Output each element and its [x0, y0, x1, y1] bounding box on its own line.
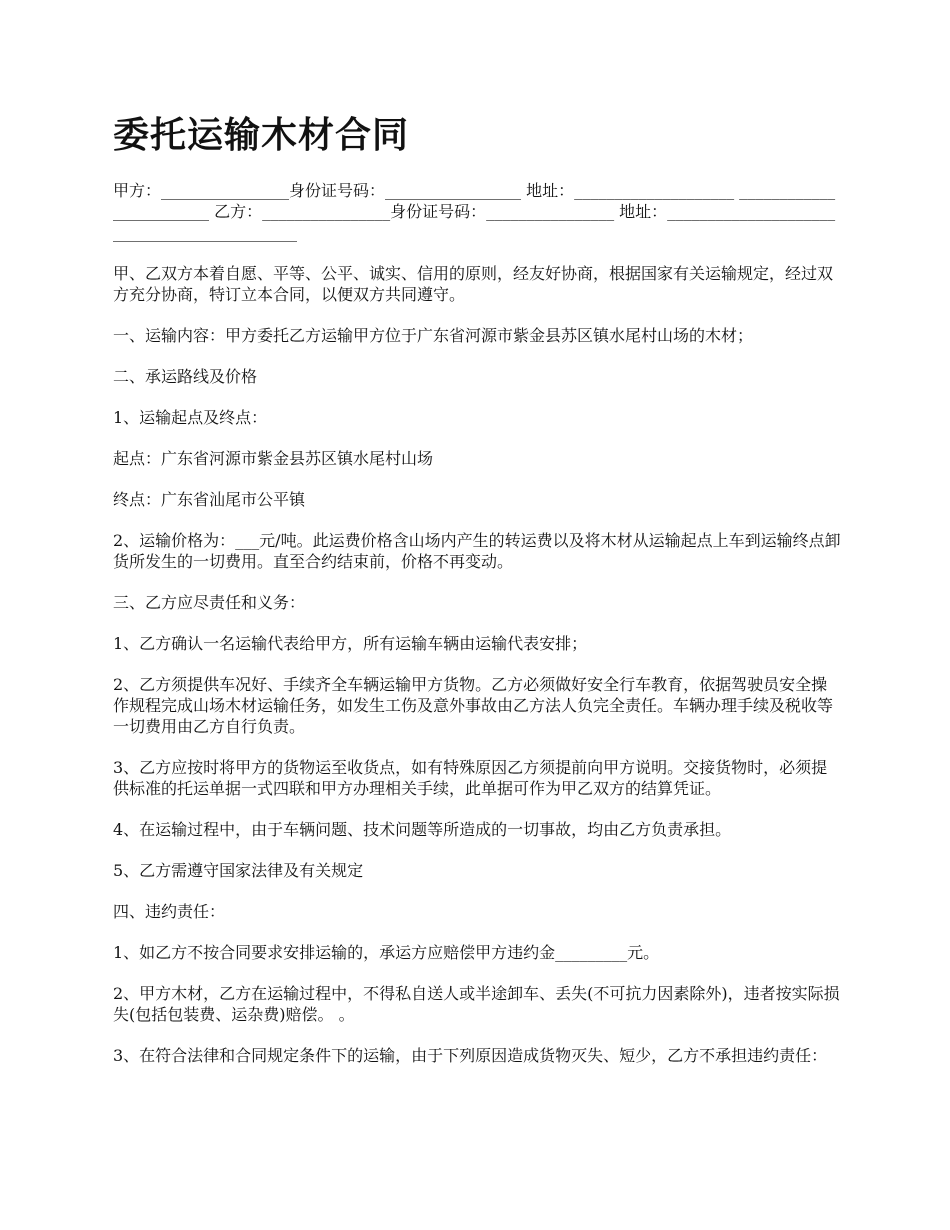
paragraph: 3、在符合法律和合同规定条件下的运输，由于下列原因造成货物灭失、短少，乙方不承担违约责任：	[113, 1046, 828, 1065]
parties-info: 甲方：________________身份证号码：_________________ 地址：____________________ ________________________ 乙方：________________身份证号码：________________ 地址：____________________________________________	[113, 181, 836, 242]
paragraph: 5、乙方需遵守国家法律及有关规定	[113, 861, 364, 880]
paragraph: 2、甲方木材，乙方在运输过程中，不得私自送人或半途卸车、丢失(不可抗力因素除外)，违者按实际损失(包括包装费、运杂费)赔偿。 。	[113, 984, 840, 1024]
paragraph: 1、乙方确认一名运输代表给甲方，所有运输车辆由运输代表安排；	[113, 634, 588, 653]
paragraph: 起点：广东省河源市紫金县苏区镇水尾村山场	[113, 449, 434, 468]
paragraph: 甲、乙双方本着自愿、平等、公平、诚实、信用的原则，经友好协商，根据国家有关运输规定，经过双方充分协商，特订立本合同，以便双方共同遵守。	[113, 264, 834, 304]
paragraph: 终点：广东省汕尾市公平镇	[113, 490, 306, 509]
paragraph: 一、运输内容：甲方委托乙方运输甲方位于广东省河源市紫金县苏区镇水尾村山场的木材；	[113, 326, 754, 345]
paragraph: 2、乙方须提供车况好、手续齐全车辆运输甲方货物。乙方必须做好安全行车教育，依据驾驶员安全操作规程完成山场木材运输任务，如发生工伤及意外事故由乙方法人负完全责任。车辆办理手续及税收等一切费用由乙方自行负责。	[113, 675, 834, 736]
section-heading: 三、乙方应尽责任和义务：	[113, 593, 306, 612]
paragraph: 3、乙方应按时将甲方的货物运至收货点，如有特殊原因乙方须提前向甲方说明。交接货物时，必须提供标准的托运单据一式四联和甲方办理相关手续，此单据可作为甲乙双方的结算凭证。	[113, 758, 828, 798]
paragraph: 1、运输起点及终点：	[113, 408, 268, 427]
paragraph: 2、运输价格为：___元/吨。此运费价格含山场内产生的转运费以及将木材从运输起点上车到运输终点卸货所发生的一切费用。直至合约结束前，价格不再变动。	[113, 531, 841, 571]
section-heading: 二、承运路线及价格	[113, 367, 258, 386]
document-title: 委托运输木材合同	[113, 115, 410, 156]
document-page	[113, 112, 843, 1086]
paragraph: 4、在运输过程中，由于车辆问题、技术问题等所造成的一切事故，均由乙方负责承担。	[113, 820, 732, 839]
paragraph: 1、如乙方不按合同要求安排运输的，承运方应赔偿甲方违约金_________元。	[113, 943, 660, 962]
section-heading: 四、违约责任：	[113, 902, 226, 921]
